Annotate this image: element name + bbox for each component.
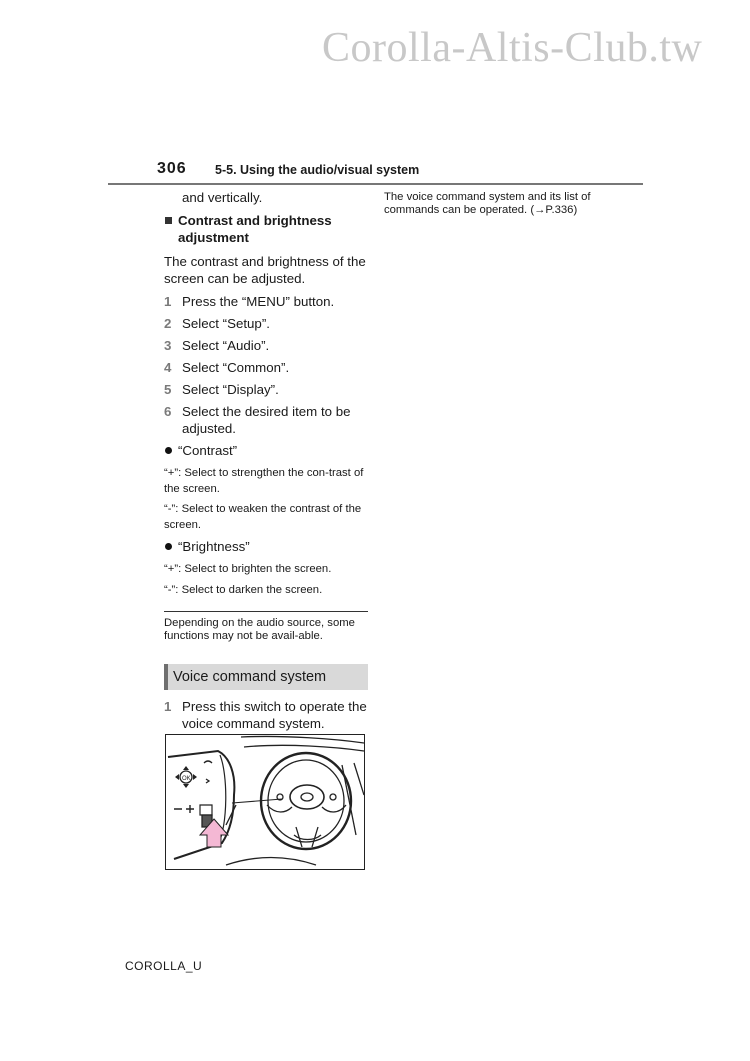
subheading-contrast-brightness [164, 212, 368, 246]
bullet-brightness [164, 538, 368, 555]
step-text: Select “Display”. [182, 382, 279, 397]
section-title-text: Voice command system [173, 669, 327, 685]
page-number: 306 [157, 160, 187, 177]
step-5 [164, 381, 368, 398]
step-number: 3 [164, 338, 172, 353]
brightness-minus-description: “-”: Select to darken the screen. [164, 583, 323, 596]
contrast-minus-description: “-”: Select to weaken the contrast of the screen. [164, 503, 362, 531]
steering-wheel-voice-switch-figure [165, 734, 365, 870]
note-text: Depending on the audio source, some functions may not be avail-able. [164, 617, 355, 642]
bullet-text: “Contrast” [178, 443, 238, 458]
steering-wheel-voice-switch-illustration [166, 735, 365, 870]
continued-text: and vertically. [182, 190, 263, 205]
voice-command-section-title [164, 664, 368, 690]
watermark: Corolla-Altis-Club.tw [322, 25, 703, 71]
section-header: 5-5. Using the audio/visual system [215, 163, 420, 177]
step-text: Select “Common”. [182, 360, 290, 375]
right-column-text: The voice command system and its list of commands can be operated. (→P.336) [384, 191, 591, 216]
svg-text:OK: OK [182, 776, 191, 782]
bullet-dot-icon [165, 543, 172, 550]
step-number: 6 [164, 404, 172, 419]
header-rule [108, 183, 643, 185]
step-number: 1 [164, 294, 172, 309]
square-bullet-icon [165, 217, 172, 224]
step-number: 4 [164, 360, 172, 375]
bullet-text: “Brightness” [178, 539, 250, 554]
left-column [164, 189, 368, 737]
intro-paragraph: The contrast and brightness of the screen can be adjusted. [164, 254, 366, 286]
step-text: Select “Setup”. [182, 316, 270, 331]
bullet-dot-icon [165, 447, 172, 454]
step-3 [164, 337, 368, 354]
step-2 [164, 315, 368, 332]
section-title-bar [164, 664, 168, 690]
step-6 [164, 403, 368, 437]
step-number: 5 [164, 382, 172, 397]
step-text: Select the desired item to be adjusted. [182, 404, 351, 436]
footer-code: COROLLA_U [125, 959, 203, 973]
bullet-contrast [164, 442, 368, 459]
step-1 [164, 293, 368, 310]
step-number: 2 [164, 316, 172, 331]
step-text: Press this switch to operate the voice command system. [182, 699, 367, 731]
step-4 [164, 359, 368, 376]
note-divider [164, 611, 368, 612]
step-text: Press the “MENU” button. [182, 294, 335, 309]
brightness-plus-description: “+”: Select to brighten the screen. [164, 563, 332, 575]
contrast-plus-description: “+”: Select to strengthen the con-trast of the screen. [164, 467, 364, 495]
step-text: Select “Audio”. [182, 338, 270, 353]
voice-step-1 [164, 698, 368, 732]
subheading-text: Contrast and brightness adjustment [178, 213, 332, 245]
step-number: 1 [164, 699, 172, 714]
